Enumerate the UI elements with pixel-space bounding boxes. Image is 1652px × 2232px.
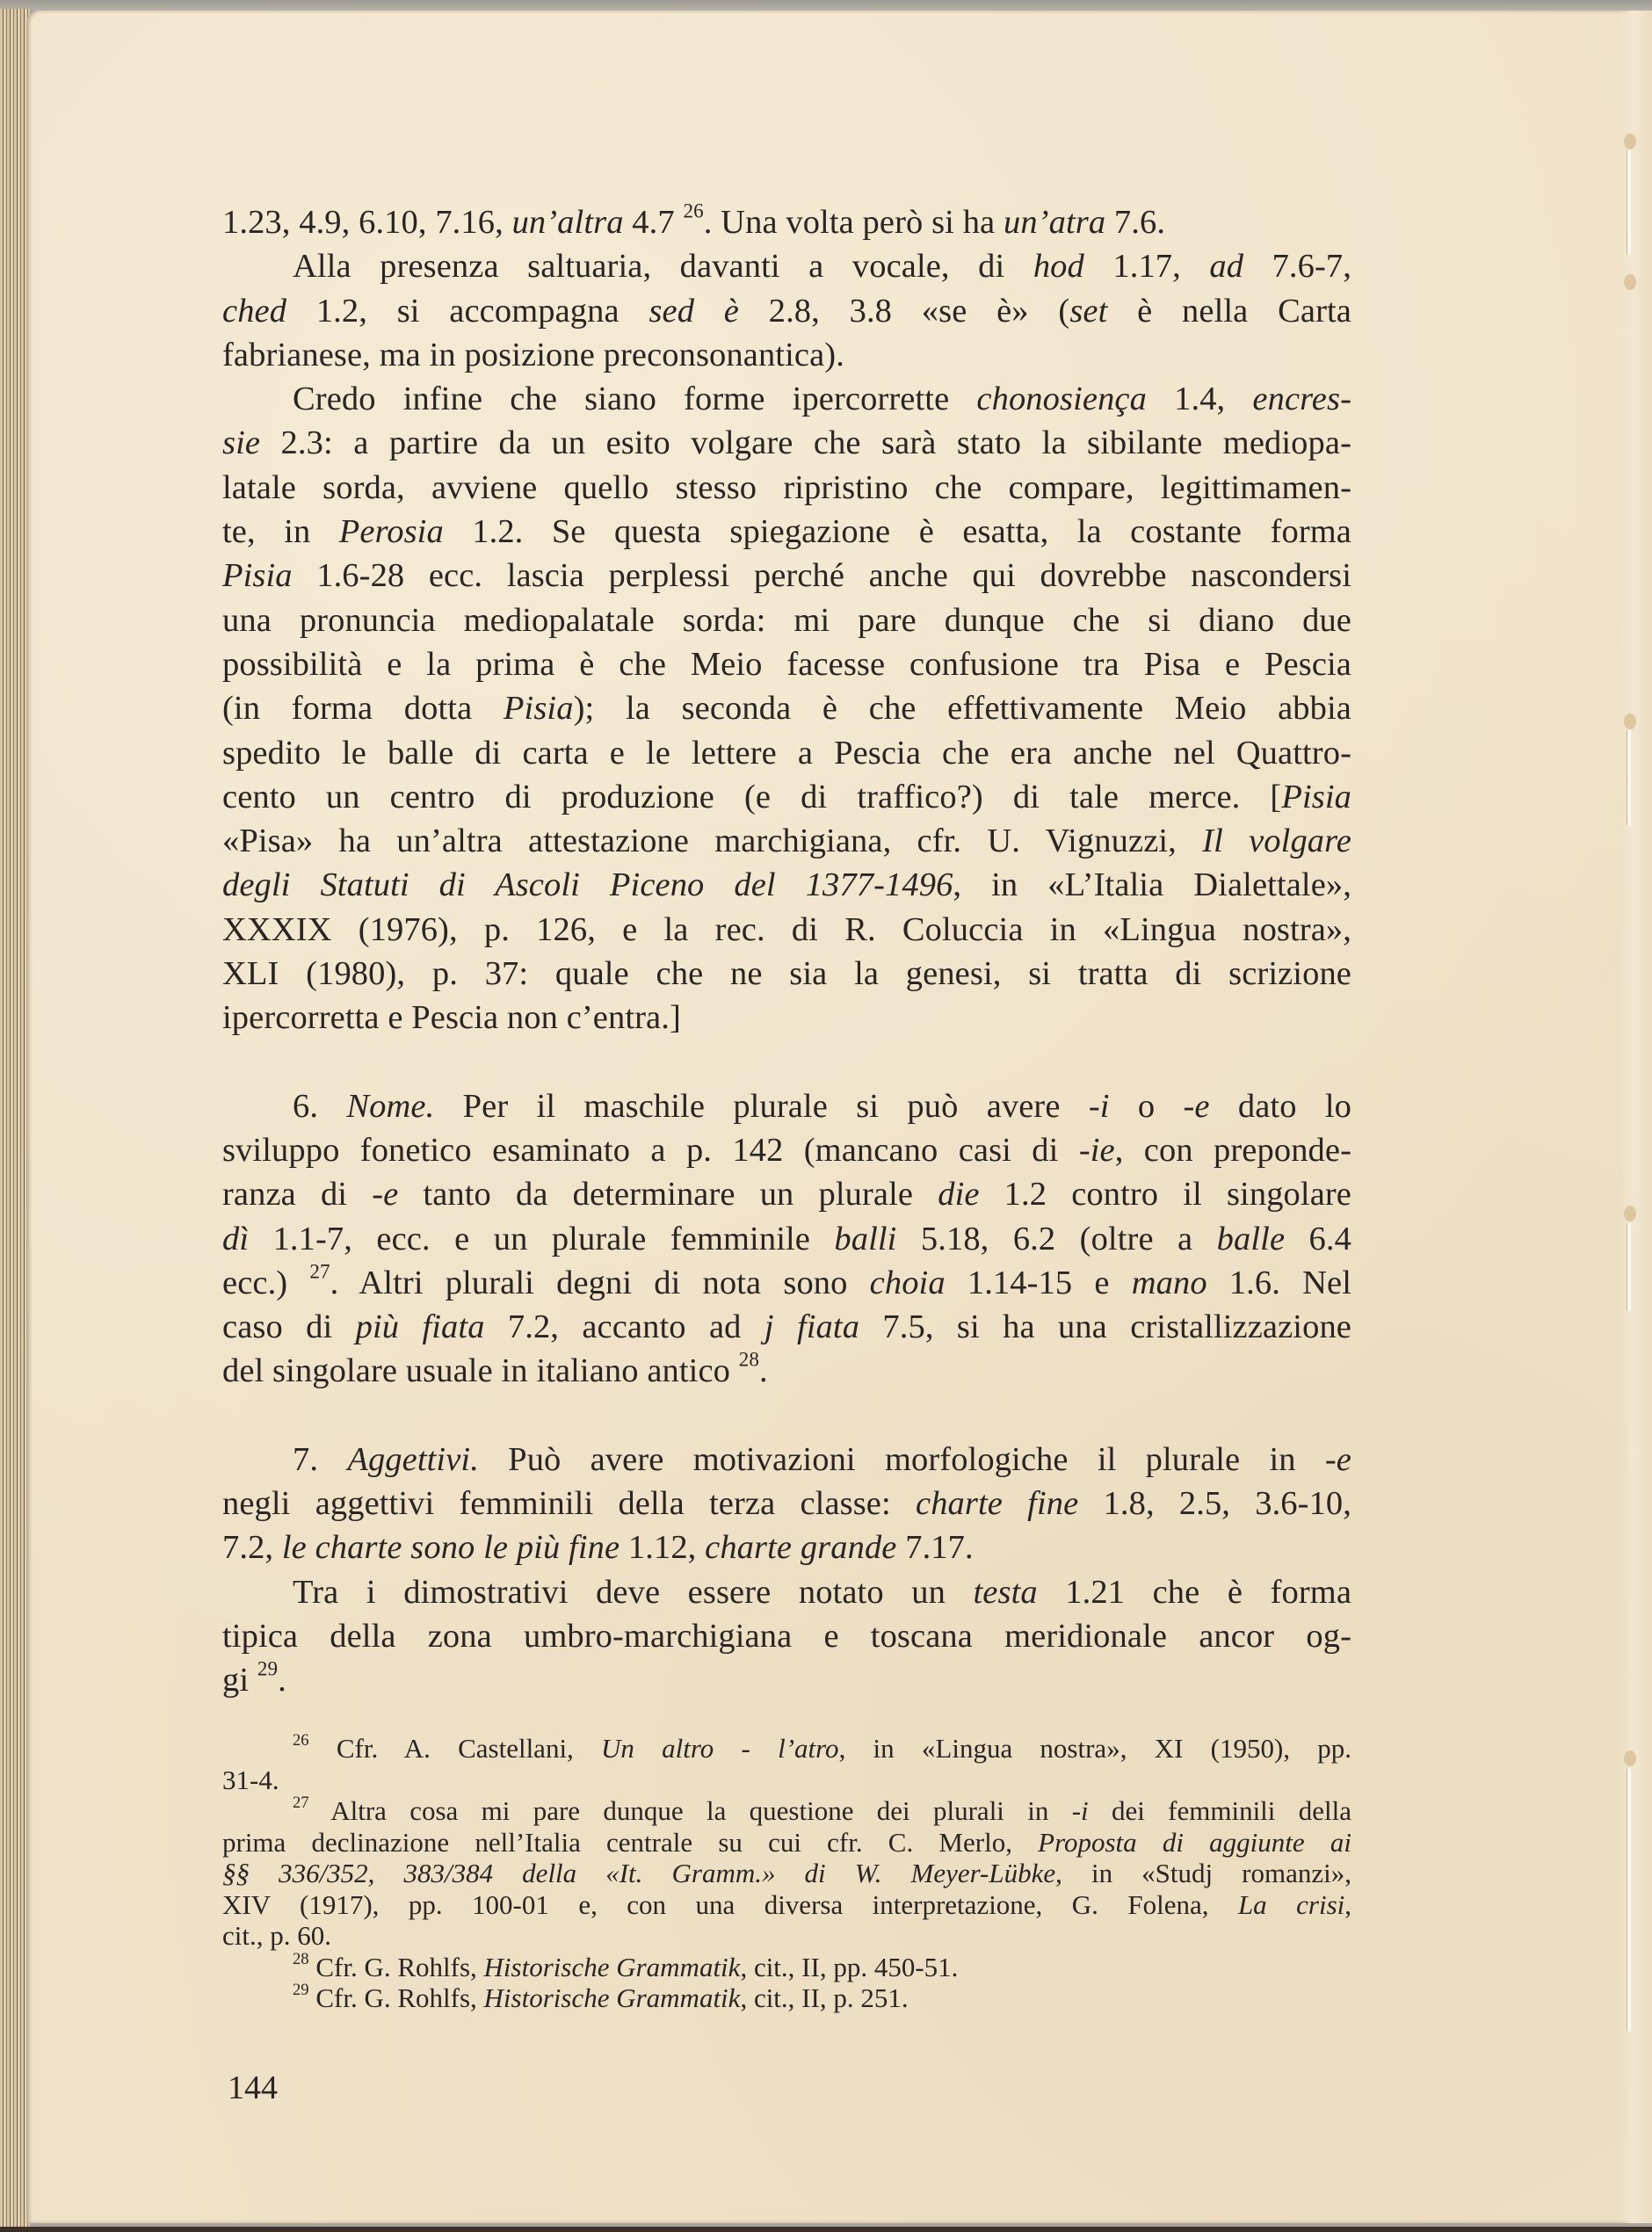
text-line [222, 1733, 1351, 1765]
paragraph-dimostrativi [222, 1570, 1351, 1703]
italic-term: -e [372, 1176, 399, 1214]
text-run: cento un centro di produzione (e di traffico?) di tale merce. [ [222, 778, 1282, 815]
italic-term: j fiata [764, 1308, 860, 1346]
text-run: 1.6. Nel [1206, 1264, 1352, 1301]
text-line [222, 1982, 1351, 2014]
text-run: «Pisa» ha un’altra attestazione marchigiana, cfr. U. Vignuzzi, [222, 823, 1203, 860]
text-run: del singolare usuale in italiano antico [222, 1352, 739, 1390]
text-run: . Altri plurali degni di nota sono [330, 1264, 870, 1301]
italic-term: choia [869, 1264, 946, 1301]
italic-term: Proposta di aggiunte ai [1038, 1826, 1351, 1858]
page-number: 144 [228, 2069, 278, 2106]
text-run: o [1109, 1087, 1184, 1125]
italic-term: balle [1216, 1220, 1286, 1257]
text-line [222, 1858, 1351, 1889]
text-run: , [1344, 1888, 1351, 1920]
italic-term: Perosia [338, 513, 444, 551]
footnote-26 [222, 1733, 1351, 1795]
text-line [222, 1614, 1351, 1658]
italic-term: -e [1183, 1087, 1210, 1125]
stitch-hole [1624, 714, 1636, 729]
italic-term: un’atra [1003, 204, 1106, 241]
italic-term: charte grande [705, 1529, 897, 1567]
text-run: latale sorda, avviene quello stesso ripristino che compare, legittimamen- [222, 468, 1351, 506]
binding-gutter [1620, 11, 1652, 2223]
text-run: Cfr. A. Castellani, [308, 1733, 602, 1764]
text-run: 7.6-7, [1243, 248, 1351, 286]
italic-term: Pisia [1281, 778, 1351, 815]
text-line [222, 1920, 1351, 1952]
italic-term: charte fine [916, 1485, 1079, 1523]
text-run: Cfr. G. Rohlfs, [308, 1951, 484, 1982]
binding-stitch [1627, 1768, 1631, 2032]
text-run: XXXIX (1976), p. 126, e la rec. di R. Coluccia in «Lingua nostra», [222, 910, 1351, 948]
footnote-ref: 27 [309, 1259, 330, 1283]
text-line [222, 598, 1351, 642]
text-run: spedito le balle di carta e le lettere a Pescia che era anche nel Quattro- [222, 734, 1351, 772]
text-run: 1.12, [620, 1529, 706, 1567]
text-run: cit., p. 60. [222, 1920, 331, 1951]
italic-term: Pisia [503, 690, 574, 728]
text-line [222, 952, 1351, 996]
text-run: (in forma dotta [222, 690, 504, 728]
text-run: , con preponde- [1114, 1131, 1351, 1169]
text-run: 1.2, si accompagna [286, 292, 649, 330]
text-line [222, 1217, 1351, 1261]
italic-term: Il volgare [1202, 823, 1351, 860]
footnote-29 [222, 1982, 1351, 2014]
footnote-ref: 29 [293, 1981, 309, 2000]
text-line [222, 1570, 1351, 1614]
text-run: è nella Carta [1107, 292, 1351, 330]
text-run: . Una volta però si ha [703, 204, 1004, 241]
text-run: 1.2. Se questa spiegazione è esatta, la costante forma [443, 513, 1351, 551]
paragraph-continuation [222, 200, 1351, 244]
text-run: Per il maschile plurale si può avere [434, 1087, 1089, 1125]
binding-stitch [1627, 149, 1631, 255]
text-line [222, 1827, 1351, 1859]
text-line [222, 731, 1351, 775]
text-line [222, 996, 1351, 1040]
text-run: ipercorretta e Pescia non c’entra.] [222, 999, 681, 1037]
text-line [222, 421, 1351, 465]
italic-term: sie [222, 424, 261, 462]
text-run: negli aggettivi femminili della terza classe: [222, 1485, 917, 1523]
text-line [222, 1765, 1351, 1796]
text-run: . [278, 1662, 286, 1699]
text-run: Può avere motivazioni morfologiche il plurale in [478, 1440, 1325, 1478]
text-line [222, 1084, 1351, 1128]
italic-term: Un altro - l’atro [601, 1733, 839, 1764]
italic-term: Pisia [222, 557, 293, 595]
text-line [222, 775, 1351, 819]
text-line [222, 200, 1351, 244]
stitch-hole [1624, 274, 1636, 290]
text-run: 4.7 [623, 204, 684, 241]
text-line [222, 1795, 1351, 1827]
footnote-27 [222, 1795, 1351, 1952]
italic-term: chonosiença [976, 380, 1147, 418]
text-run: 6.4 [1285, 1220, 1351, 1257]
italic-term: sed è [648, 292, 739, 330]
text-line [222, 244, 1351, 288]
footnote-ref: 28 [293, 1949, 309, 1968]
text-run: fabrianese, ma in posizione preconsonantica). [222, 336, 844, 373]
italic-term: -i [1071, 1795, 1089, 1826]
footnote-ref: 26 [683, 199, 704, 222]
text-run: 7.5, si ha una cristallizzazione [859, 1308, 1351, 1346]
text-run: 7.2, accanto ad [484, 1308, 764, 1346]
italic-term: -ie [1078, 1131, 1115, 1169]
text-line [222, 554, 1351, 598]
text-run: 2.8, 3.8 «se è» ( [738, 292, 1070, 330]
binding-stitch [1627, 1223, 1631, 1311]
text-line [222, 1305, 1351, 1349]
italic-term: un’altra [511, 204, 624, 241]
text-run: dato lo [1209, 1087, 1351, 1125]
text-run: 1.4, [1146, 380, 1253, 418]
text-line [222, 1172, 1351, 1216]
text-run: 1.17, [1083, 248, 1210, 286]
text-line [222, 1949, 1351, 1983]
italic-term: ad [1209, 248, 1244, 286]
text-run: , in «Lingua nostra», XI (1950), pp. [838, 1733, 1351, 1764]
text-run: 7.2, [222, 1529, 282, 1567]
text-line [222, 1261, 1351, 1305]
text-run: una pronuncia mediopalatale sorda: mi pare dunque che si diano due [222, 601, 1351, 639]
text-run: 1.1-7, ecc. e un plurale femminile [249, 1220, 835, 1257]
text-run: 1.8, 2.5, 3.6-10, [1078, 1485, 1352, 1523]
text-run: Credo infine che siano forme ipercorrette [293, 380, 977, 418]
paragraph-ipercorrette [222, 377, 1351, 1040]
text-run: , cit., II, pp. 450-51. [740, 1951, 959, 1982]
text-run: tanto da determinare un plurale [398, 1176, 938, 1214]
italic-term: le charte sono le più fine [281, 1529, 620, 1567]
italic-term: testa [973, 1573, 1038, 1611]
footnote-ref: 27 [293, 1794, 309, 1813]
text-line [222, 466, 1351, 510]
italic-term: degli Statuti di Ascoli Piceno del 1377-1496 [222, 866, 953, 904]
text-run: 1.2 contro il singolare [979, 1176, 1351, 1214]
italic-term: hod [1032, 248, 1084, 286]
text-line [222, 819, 1351, 863]
text-line [222, 510, 1351, 554]
text-run: gi [222, 1662, 257, 1699]
text-run: 7.17. [896, 1529, 974, 1567]
text-line [222, 1658, 1351, 1702]
italic-term: -i [1088, 1087, 1110, 1125]
text-run: Cfr. G. Rohlfs, [308, 1982, 484, 2013]
text-run: . [759, 1352, 768, 1390]
stitch-hole [1624, 1750, 1636, 1766]
text-run: prima declinazione nell’Italia centrale su cui cfr. C. Merlo, [222, 1826, 1039, 1858]
text-run: , in «L’Italia Dialettale», [953, 866, 1351, 904]
stitch-hole [1624, 134, 1636, 149]
text-run: 1.23, 4.9, 6.10, 7.16, [222, 204, 512, 241]
italic-term: La crisi [1237, 1888, 1345, 1920]
text-line [222, 1349, 1351, 1393]
text-run: sviluppo fonetico esaminato a p. 142 (mancano casi di [222, 1131, 1079, 1169]
text-run: te, in [222, 513, 339, 551]
text-line [222, 1128, 1351, 1172]
footnotes [222, 1733, 1351, 2014]
italic-term: Aggettivi. [347, 1440, 479, 1478]
text-line [222, 863, 1351, 907]
footnote-ref: 26 [293, 1731, 309, 1750]
text-run: Alla presenza saltuaria, davanti a vocale, di [293, 248, 1033, 286]
text-run: XIV (1917), pp. 100-01 e, con una diversa interpretazione, G. Folena, [222, 1888, 1238, 1920]
text-run: 6. [293, 1087, 347, 1125]
scan-top-edge [0, 0, 1652, 11]
italic-term: set [1069, 292, 1108, 330]
book-page-stack-edge [0, 9, 30, 2232]
italic-term: Historische Grammatik [483, 1982, 741, 2013]
text-line [222, 1889, 1351, 1921]
text-run: 5.18, 6.2 (oltre a [896, 1220, 1217, 1257]
text-run: 2.3: a partire da un esito volgare che sarà stato la sibilante mediopa- [260, 424, 1351, 462]
italic-term: balli [834, 1220, 897, 1257]
binding-stitch [1627, 729, 1631, 826]
section-7-aggettivi [222, 1438, 1351, 1570]
footnote-ref: 29 [257, 1656, 279, 1680]
italic-term: encres- [1252, 380, 1351, 418]
text-line [222, 289, 1351, 333]
text-run: dei femminili della [1088, 1795, 1351, 1826]
stitch-hole [1624, 1206, 1636, 1221]
italic-term: die [938, 1176, 980, 1214]
text-line [222, 686, 1351, 730]
text-run: ecc.) [222, 1264, 310, 1301]
italic-term: mano [1131, 1264, 1207, 1301]
text-line [222, 642, 1351, 686]
italic-term: più fiata [355, 1308, 485, 1346]
text-run: Altra cosa mi pare dunque la questione dei plurali in [308, 1795, 1072, 1826]
text-line [222, 333, 1351, 377]
body-text [222, 200, 1351, 1703]
footnote-ref: 28 [738, 1348, 760, 1372]
text-run: ); la seconda è che effettivamente Meio abbia [573, 690, 1351, 728]
italic-term: §§ 336/352, 383/384 della «It. Gramm.» di W. Meyer-Lübke [222, 1858, 1056, 1888]
text-run: 7. [293, 1440, 348, 1478]
italic-term: ched [222, 292, 287, 330]
text-line [222, 908, 1351, 952]
italic-term: -e [1324, 1440, 1351, 1478]
italic-term: dì [222, 1220, 250, 1257]
text-run: 1.14-15 e [945, 1264, 1132, 1301]
text-run: 7.6. [1105, 204, 1166, 241]
text-run: 31-4. [222, 1764, 279, 1795]
paragraph-hod-ad [222, 244, 1351, 377]
section-6-nome [222, 1084, 1351, 1394]
text-run: 1.6-28 ecc. lascia perplessi perché anche qui dovrebbe nascondersi [292, 557, 1351, 595]
text-line [222, 1482, 1351, 1525]
text-run: , in «Studj romanzi», [1055, 1858, 1351, 1888]
text-run: caso di [222, 1308, 356, 1346]
italic-term: Historische Grammatik [483, 1951, 741, 1982]
text-run: , cit., II, p. 251. [740, 1982, 909, 2013]
text-run: tipica della zona umbro-marchigiana e toscana meridionale ancor og- [222, 1617, 1351, 1655]
italic-term: Nome. [346, 1087, 435, 1125]
scan-bottom-edge [0, 2227, 1652, 2232]
text-line [222, 1438, 1351, 1482]
text-run: 1.21 che è forma [1037, 1573, 1352, 1611]
text-line [222, 1525, 1351, 1569]
text-run: XLI (1980), p. 37: quale che ne sia la genesi, si tratta di scrizione [222, 955, 1351, 993]
text-run: ranza di [222, 1176, 373, 1214]
text-line [222, 377, 1351, 421]
footnote-28 [222, 1949, 1351, 1983]
text-run: possibilità e la prima è che Meio facesse confusione tra Pisa e Pescia [222, 645, 1351, 683]
text-run: Tra i dimostrativi deve essere notato un [293, 1573, 974, 1611]
